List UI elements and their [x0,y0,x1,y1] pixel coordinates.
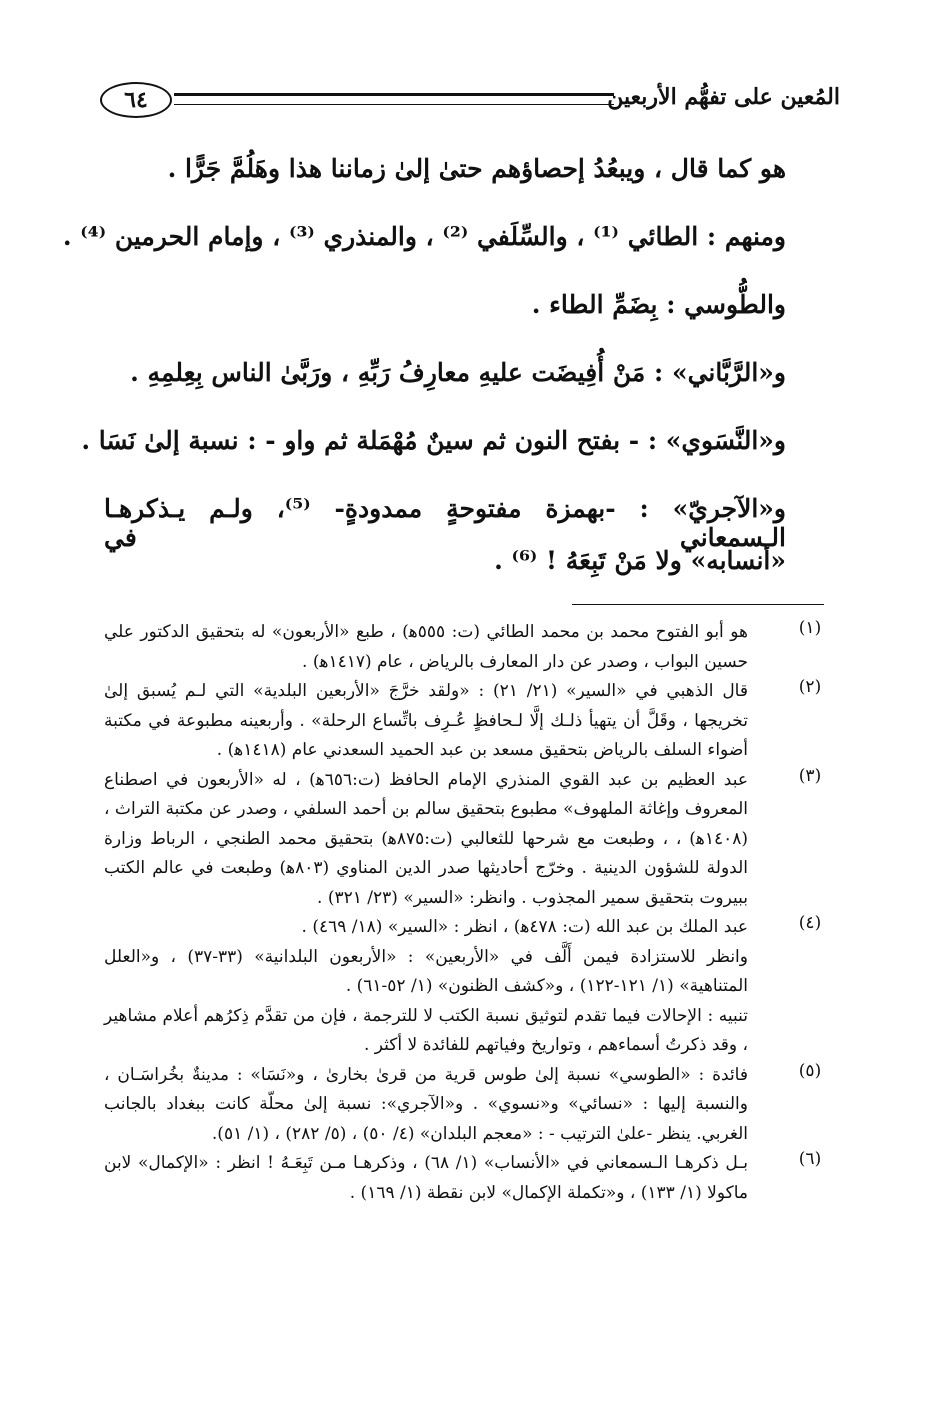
footnote-text: قال الذهبي في «السير» (٢١/ ٢١) : «ولقد خرَّجَ «الأربعين البلدية» التي لـم يُسبق إلىٰ تخريجها ، وقَلَّ أن يتهيأ ذلـك إلَّا لـحافظٍ عُـرِف باتِّساع الرحلة» . وأربعينه مطبوعة في مكتبة أضواء السلف بالرياض بتحقيق مسعد بن عبد الحميد السعدني عام (١٤١٨ﻫ) . [104,681,748,760]
main-text [62,148,786,596]
footnote-text: هو أبو الفتوح محمد بن محمد الطائي (ت: ٥٥٥ﻫ) ، طبع «الأربعون» له بتحقيق الدكتور علي حسين البواب ، وصدر عن دار المعارف بالرياض ، عام (١٤١٧ﻫ) . [104,622,749,672]
footnote [104,766,830,914]
footnote [104,618,830,677]
footnote [104,913,830,943]
footnote-number: (٢) [798,677,822,697]
footnote-number: (٦) [798,1149,822,1169]
footnote [104,1149,830,1208]
main-line: هو كما قال ، ويبعُدُ إحصاؤهم حتىٰ إلىٰ زماننا هذا وهَلُمَّ جَرًّا . [167,154,786,183]
main-line: و«الآجريّ» : -بهمزة مفتوحةٍ ممدودةٍ- ⁽⁵⁾، ولـم يـذكرهـا الـسمعاني في [104,494,786,552]
footnote-text: بـل ذكرهـا الـسمعاني في «الأنساب» (١/ ٦٨) ، وذكرهـا مـن تَبِعَـهُ ! انظر : «الإكمال» لابن ماكولا (١/ ١٣٣) ، و«تكملة الإكمال» لابن نقطة (١/ ١٦٩) . [104,1153,748,1203]
footnotes [104,618,830,1208]
header-rule [174,93,614,105]
footnote [104,677,830,766]
footnote-continuation [104,1002,830,1061]
running-title: المُعين على تفهُّم الأربعين [607,84,840,110]
footnote-continuation [104,943,830,1002]
main-line: و«الرَّبَّاني» : مَنْ أُفِيضَت عليهِ معارِفُ رَبِّهِ ، ورَبَّىٰ الناس بِعِلمِهِ . [130,358,786,387]
footnote-text: عبد العظيم بن عبد القوي المنذري الإمام الحافظ (ت:٦٥٦ﻫ) ، له «الأربعون في اصطناع المعروف وإغاثة الملهوف» مطبوع بتحقيق سالم بن أحمد السلفي ، وصدر عن مكتبة التراث ، (١٤٠٨ﻫ) ، ، وطبعت مع شرحها للثعالبي (ت:٨٧٥ﻫ) بتحقيق محمد الطنجي ، الرباط وزارة الدولة للشؤون الدينية . وخرّج أحاديثها صدر الدين المناوي (٨٠٣ﻫ) وطبعت في عالم الكتب ببيروت بتحقيق سمير المجذوب . وانظر: «السير» (٢٣/ ٣٢١) . [104,769,749,908]
main-line: ومنهم : الطائي ⁽¹⁾ ، والسِّلَفي ⁽²⁾ ، والمنذري ⁽³⁾ ، وإمام الحرمين ⁽⁴⁾ . [62,222,786,251]
footnote-number: (١) [798,618,822,638]
footnote [104,1061,830,1150]
footnote-text: تنبيه : الإحالات فيما تقدم لتوثيق نسبة الكتب لا للترجمة ، فإن من تقدَّم ذِكرُهم أعلام مشاهير ، وقد ذكرتُ أسماءهم ، وتواريخ وفياتهم للفائدة لا أكثر . [104,1005,748,1055]
footnote-text: فائدة : «الطوسي» نسبة إلىٰ طوس قرية من قرىٰ بخارىٰ ، و«نَسَا» : مدينةٌ بخُراسَـان ، والنسبة إليها : «نسائي» و«نسوي» . و«الآجري»: نسبة إلىٰ محلّة كانت ببغداد بالجانب الغربي. ينظر -علىٰ الترتيب - : «معجم البلدان» (٤/ ٥٠) ، (٥/ ٢٨٢) ، (١/ ٥١). [104,1064,748,1144]
page-number: ٦٤ [100,82,172,118]
footnote-text: عبد الملك بن عبد الله (ت: ٤٧٨ﻫ) ، انظر : «السير» (١٨/ ٤٦٩) . [301,917,748,937]
footnote-separator [572,604,824,605]
page-header [100,68,840,128]
main-line: «أنسابه» ولا مَنْ تَبِعَهُ ! ⁽⁶⁾ . [494,546,786,575]
footnote-number: (٣) [798,765,822,786]
main-line: و«النَّسَوي» : - بفتح النون ثم سينٌ مُهْمَلة ثم واو - : نسبة إلىٰ نَسَا . [81,426,786,455]
main-line: والطُّوسي : بِضَمِّ الطاء . [531,290,786,319]
footnote-text: وانظر للاستزادة فيمن أَلَّف في «الأربعين» : «الأربعون البلدانية» (٣٣-٣٧) ، و«العلل المتناهية» (١/ ١٢١-١٢٢) ، و«كشف الظنون» (١/ ٥٢-٦١) . [104,946,748,996]
footnote-number: (٥) [798,1060,822,1081]
footnote-number: (٤) [798,913,822,933]
